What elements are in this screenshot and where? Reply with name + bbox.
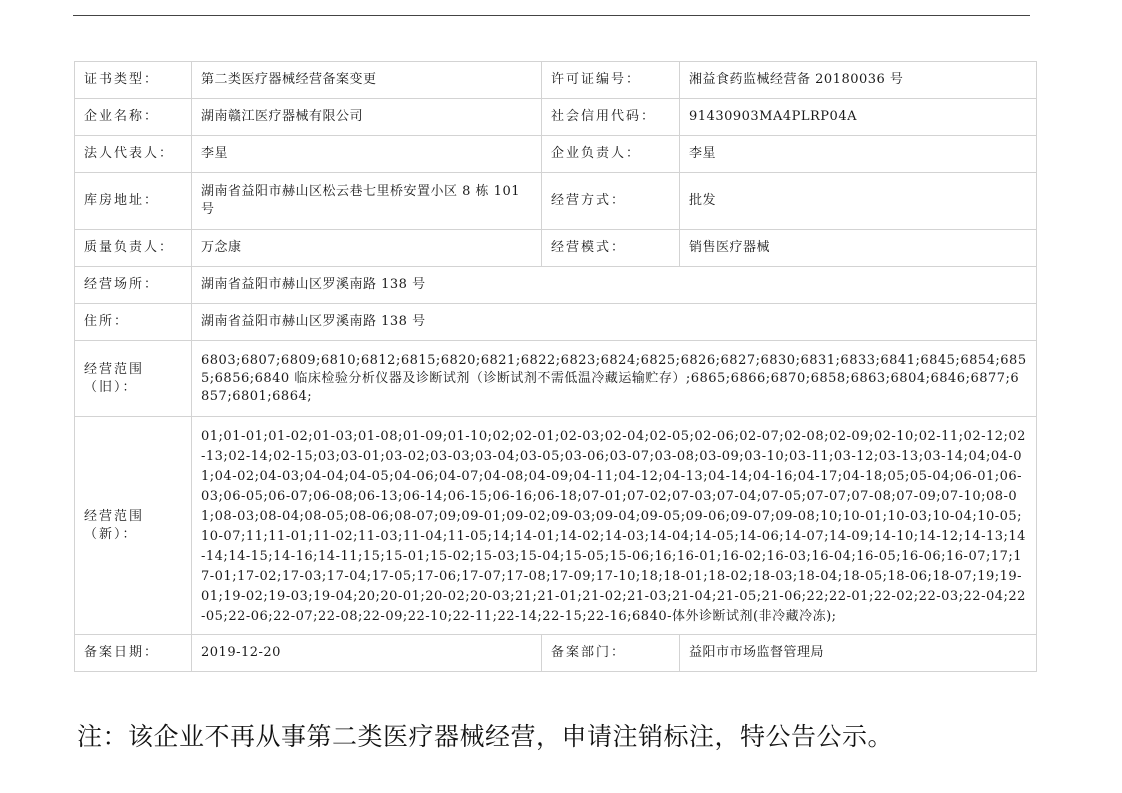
business-mode-value: 销售医疗器械 bbox=[680, 230, 1037, 267]
residence-label: 住所： bbox=[75, 304, 192, 341]
warehouse-label: 库房地址： bbox=[75, 173, 192, 230]
row-legal-rep bbox=[75, 136, 1037, 173]
premises-label: 经营场所： bbox=[75, 267, 192, 304]
license-no-label: 许可证编号： bbox=[542, 62, 680, 99]
quality-head-value: 万念康 bbox=[192, 230, 542, 267]
business-mode-label: 经营模式： bbox=[542, 230, 680, 267]
row-record-date bbox=[75, 635, 1037, 672]
residence-value: 湖南省益阳市赫山区罗溪南路 138 号 bbox=[192, 304, 1037, 341]
business-method-value: 批发 bbox=[680, 173, 1037, 230]
scope-new-value: 01;01-01;01-02;01-03;01-08;01-09;01-10;02;02-01;02-03;02-04;02-05;02-06;02-07;02-08;02-09;02-10;02-11;02-12;02-13;02-14;02-15;03;03-01;03-02;03-03;03-04;03-05;03-06;03-07;03-08;03-09;03-10;03-11;03-12;03-13;03-14;04;04-01;04-02;04-03;04-04;04-05;04-06;04-07;04-08;04-09;04-11;04-12;04-13;04-14;04-16;04-17;04-18;05;05-04;06-01;06-03;06-05;06-07;06-08;06-13;06-14;06-15;06-16;06-18;07-01;07-02;07-03;07-04;07-05;07-07;07-08;07-09;07-10;08-01;08-03;08-04;08-05;08-06;08-07;09;09-01;09-02;09-03;09-04;09-05;09-06;09-07;09-08;10;10-01;10-03;10-04;10-05;10-07;11;11-01;11-02;11-03;11-04;11-05;14;14-01;14-02;14-03;14-04;14-05;14-06;14-07;14-09;14-10;14-12;14-13;14-14;14-15;14-16;14-11;15;15-01;15-02;15-03;15-04;15-05;15-06;16;16-01;16-02;16-03;16-04;16-05;16-06;16-07;17;17-01;17-02;17-03;17-04;17-05;17-06;17-07;17-08;17-09;17-10;18;18-01;18-02;18-03;18-04;18-05;18-06;18-07;19;19-01;19-02;19-03;19-04;20;20-01;20-02;20-03;21;21-01;21-02;21-03;21-04;21-05;21-06;22;22-01;22-02;22-03;22-04;22-05;22-06;22-07;22-08;22-09;22-10;22-11;22-14;22-15;22-16;6840-体外诊断试剂(非冷藏冷冻); bbox=[192, 417, 1037, 635]
license-no-value: 湘益食药监械经营备 20180036 号 bbox=[680, 62, 1037, 99]
record-date-value: 2019-12-20 bbox=[192, 635, 542, 672]
company-name-label: 企业名称： bbox=[75, 99, 192, 136]
warehouse-value: 湖南省益阳市赫山区松云巷七里桥安置小区 8 栋 101 号 bbox=[192, 173, 542, 230]
credit-code-label: 社会信用代码： bbox=[542, 99, 680, 136]
row-scope-new bbox=[75, 417, 1037, 635]
record-dept-label: 备案部门： bbox=[542, 635, 680, 672]
cert-type-value: 第二类医疗器械经营备案变更 bbox=[192, 62, 542, 99]
row-residence bbox=[75, 304, 1037, 341]
cancellation-note: 注：该企业不再从事第二类医疗器械经营，申请注销标注，特公告公示。 bbox=[77, 722, 894, 751]
legal-rep-value: 李星 bbox=[192, 136, 542, 173]
credit-code-value: 91430903MA4PLRP04A bbox=[680, 99, 1037, 136]
cert-type-label: 证书类型： bbox=[75, 62, 192, 99]
row-premises bbox=[75, 267, 1037, 304]
legal-rep-label: 法人代表人： bbox=[75, 136, 192, 173]
premises-value: 湖南省益阳市赫山区罗溪南路 138 号 bbox=[192, 267, 1037, 304]
company-name-value: 湖南赣江医疗器械有限公司 bbox=[192, 99, 542, 136]
row-cert-type bbox=[75, 62, 1037, 99]
top-divider bbox=[73, 15, 1030, 16]
row-warehouse bbox=[75, 173, 1037, 230]
record-date-label: 备案日期： bbox=[75, 635, 192, 672]
scope-old-value: 6803;6807;6809;6810;6812;6815;6820;6821;6822;6823;6824;6825;6826;6827;6830;6831;6833;6841;6845;6854;6855;6856;6840 临床检验分析仪器及诊断试剂（诊断试剂不需低温冷藏运输贮存）;6865;6866;6870;6858;6863;6804;6846;6877;6857;6801;6864; bbox=[192, 341, 1037, 417]
record-table bbox=[74, 61, 1037, 672]
business-method-label: 经营方式： bbox=[542, 173, 680, 230]
scope-old-label: 经营范围（旧）： bbox=[75, 341, 192, 417]
quality-head-label: 质量负责人： bbox=[75, 230, 192, 267]
row-quality-head bbox=[75, 230, 1037, 267]
row-scope-old bbox=[75, 341, 1037, 417]
enterprise-head-value: 李星 bbox=[680, 136, 1037, 173]
scope-new-label: 经营范围（新）： bbox=[75, 417, 192, 635]
record-dept-value: 益阳市市场监督管理局 bbox=[680, 635, 1037, 672]
enterprise-head-label: 企业负责人： bbox=[542, 136, 680, 173]
row-company-name bbox=[75, 99, 1037, 136]
